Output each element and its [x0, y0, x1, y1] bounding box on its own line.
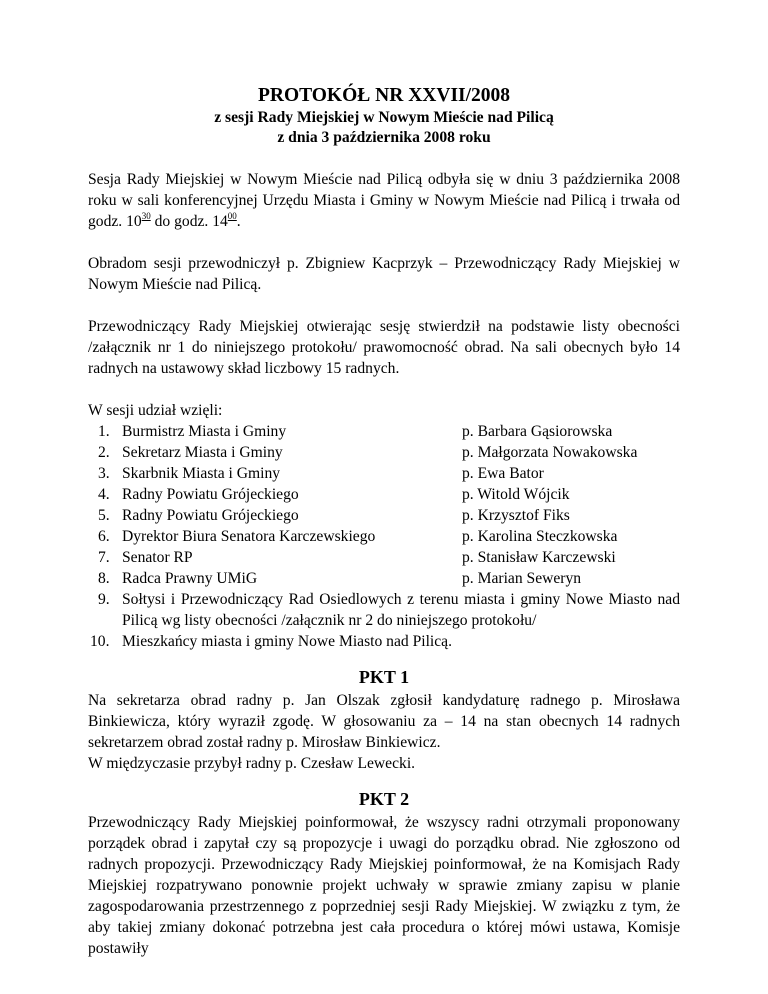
pkt1-paragraph: Na sekretarza obrad radny p. Jan Olszak zgłosił kandydaturę radnego p. Mirosława Binkiewicza, który wyraził zgodę. W głosowaniu za – 14 na stan obecnych 14 radnych sekretarzem obrad został radny p. Mirosław Binkiewicz. — [88, 692, 680, 751]
pkt1-heading: PKT 1 — [358, 667, 410, 687]
start-time-minutes: 30 — [141, 210, 151, 221]
list-item: 2. Sekretarz Miasta i Gminy p. Małgorzata Nowakowska — [98, 444, 638, 461]
attendees-list — [88, 421, 680, 652]
list-item: 7. Senator RP p. Stanisław Karczewski — [98, 549, 616, 566]
session-subtitle: z sesji Rady Miejskiej w Nowym Mieście nad Pilicą — [214, 109, 554, 126]
list-item: 3. Skarbnik Miasta i Gminy p. Ewa Bator — [98, 465, 544, 482]
intro-paragraph-3: Przewodniczący Rady Miejskiej otwierając sesję stwierdził na podstawie listy obecności /załącznik nr 1 do niniejszego protokołu/ prawomocność obrad. Na sali obecnych było 14 radnych na ustawowy skład liczbowy 15 radnych. — [88, 318, 680, 377]
intro-paragraph-2: Obradom sesji przewodniczył p. Zbigniew Kacprzyk – Przewodniczący Rady Miejskiej w Nowym Mieście nad Pilicą. — [88, 255, 680, 293]
list-item: 10. Mieszkańcy miasta i gminy Nowe Miasto nad Pilicą. — [90, 633, 453, 650]
list-item: 8. Radca Prawny UMiG p. Marian Seweryn — [98, 570, 582, 587]
list-item: 5. Radny Powiatu Grójeckiego p. Krzysztof Fiks — [98, 507, 570, 524]
list-item: 6. Dyrektor Biura Senatora Karczewskiego p. Karolina Steczkowska — [98, 528, 618, 545]
attendees-intro: W sesji udział wzięli: — [88, 402, 223, 419]
list-item: 4. Radny Powiatu Grójeckiego p. Witold Wójcik — [98, 486, 570, 503]
intro-paragraph-1: Sesja Rady Miejskiej w Nowym Mieście nad Pilicą odbyła się w dniu 3 października 2008 roku w sali konferencyjnej Urzędu Miasta i Gminy w Nowym Mieście nad Pilicą i trwała od godz. $10^{30}$ do godz. $14^{00}$. — [88, 171, 680, 230]
document-title: PROTOKÓŁ NR XXVII/2008 — [257, 85, 511, 106]
end-time-minutes: 00 — [227, 210, 237, 221]
pkt2-heading: PKT 2 — [358, 789, 410, 809]
list-item: 1. Burmistrz Miasta i Gminy p. Barbara Gąsiorowska — [98, 423, 613, 440]
pkt2-paragraph: Przewodniczący Rady Miejskiej poinformował, że wszyscy radni otrzymali proponowany porządek obrad i zapytał czy są propozycje i uwagi do porządku obrad. Nie zgłoszono od radnych propozycji. Przewodniczący Rady Miejskiej poinformował, że na Komisjach Rady Miejskiej rozpatrywano ponownie projekt uchwały w sprawie zmiany zapisu w planie zagospodarowania przestrzennego z poprzedniej sesji Rady Miejskiej. W związku z tym, że aby takiej zmiany dokonać potrzebna jest cała procedura o której mówi ustawa, Komisje postawiły — [88, 814, 680, 957]
pkt1-note: W międzyczasie przybył radny p. Czesław Lewecki. — [88, 755, 416, 772]
date-subtitle: z dnia 3 października 2008 roku — [277, 129, 491, 146]
document-page — [88, 84, 680, 959]
list-item: 9. Sołtysi i Przewodniczący Rad Osiedlowych z terenu miasta i gminy Nowe Miasto nad Pilicą wg listy obecności /załącznik nr 2 do niniejszego protokołu/ — [98, 591, 680, 629]
